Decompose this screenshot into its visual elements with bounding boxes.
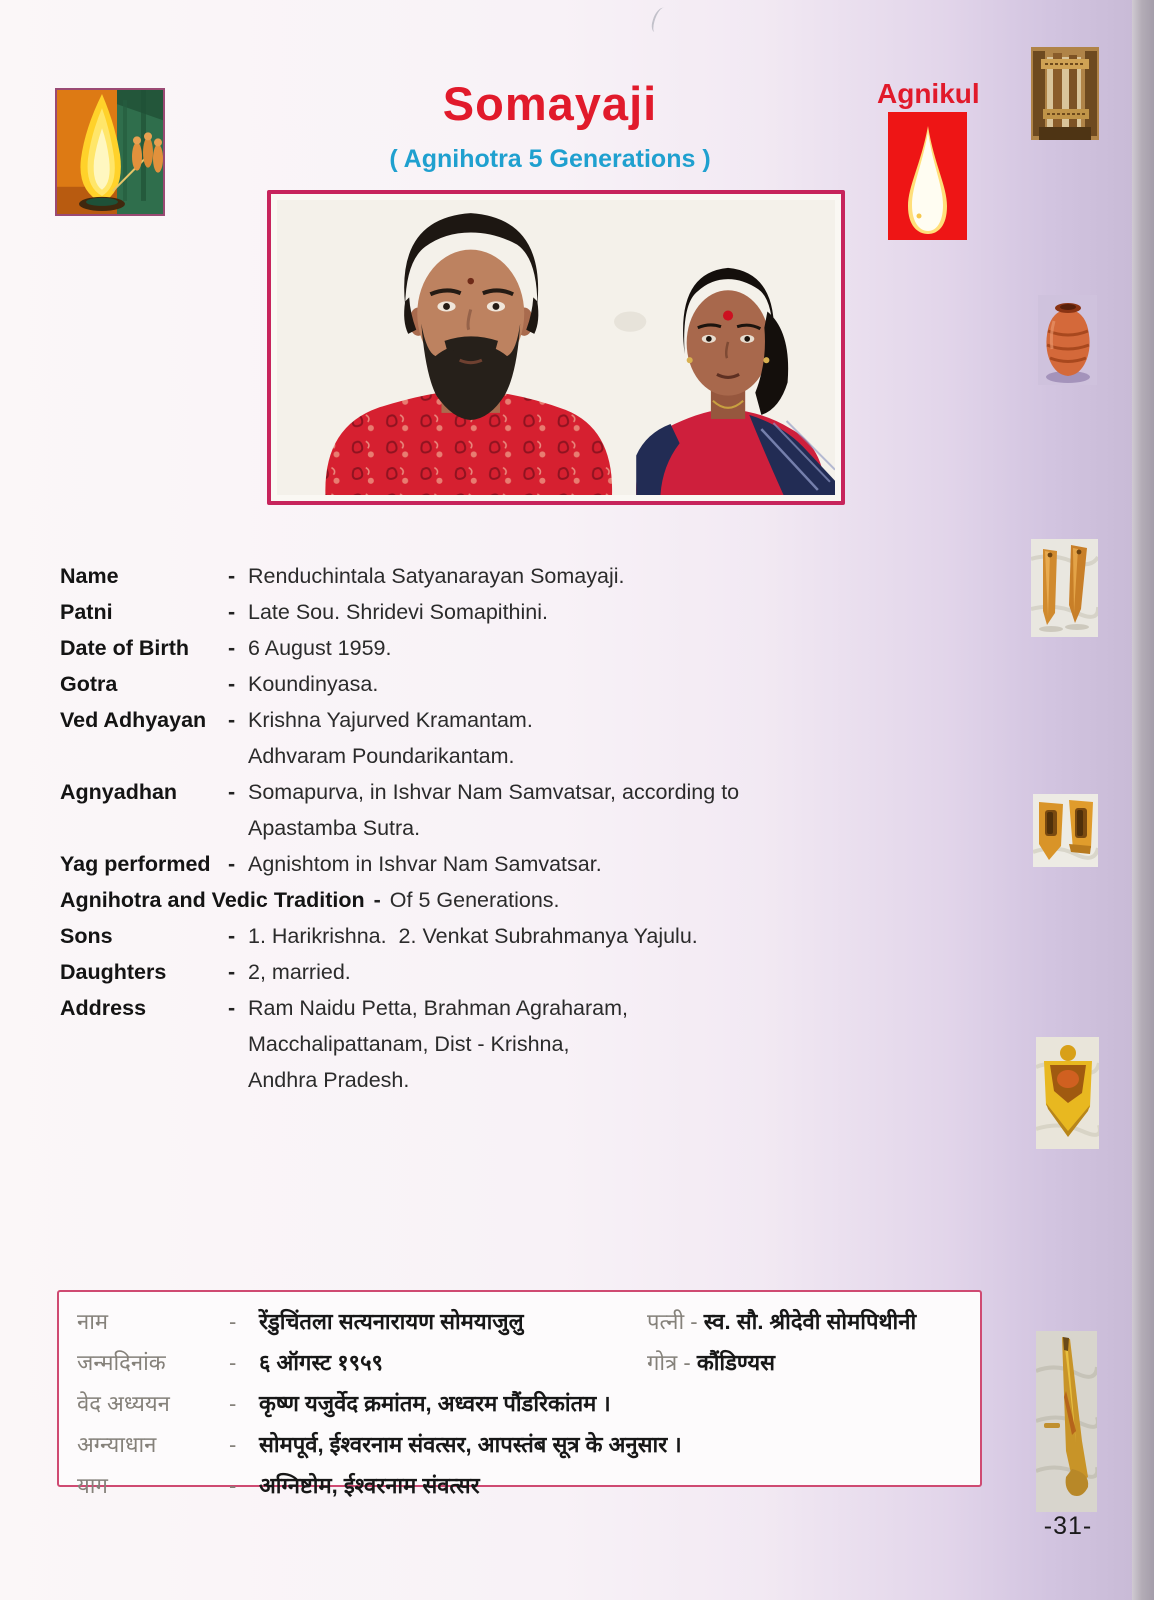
hindi-row-agnyadhan xyxy=(77,1424,980,1465)
detail-row-agnihotra-tradition xyxy=(60,882,870,918)
detail-value: Agnishtom in Ishvar Nam Samvatsar. xyxy=(248,852,602,876)
hindi-value: ६ ऑगस्ट १९५९ xyxy=(259,1350,383,1375)
detail-value: Apastamba Sutra. xyxy=(248,816,421,840)
hindi-value: सोमपूर्व, ईश्वरनाम संवत्सर, आपस्तंब सूत्र के अनुसार । xyxy=(259,1432,682,1457)
detail-label: Agnyadhan xyxy=(60,780,178,804)
detail-row-agnyadhan xyxy=(60,774,870,810)
detail-label: Patni xyxy=(60,600,113,624)
page-subtitle: ( Agnihotra 5 Generations ) xyxy=(389,145,711,173)
detail-dash: - xyxy=(228,960,236,984)
detail-dash: - xyxy=(228,924,236,948)
detail-value: Andhra Pradesh. xyxy=(248,1068,410,1092)
detail-value: Of 5 Generations. xyxy=(389,888,560,912)
detail-label: Address xyxy=(60,996,147,1020)
page-edge-shadow xyxy=(1132,0,1154,1600)
clay-pot-photo xyxy=(1038,295,1097,385)
detail-label: Name xyxy=(60,564,119,588)
header xyxy=(255,76,845,174)
fire-illustration xyxy=(57,90,163,214)
hindi-label: पत्नी xyxy=(647,1309,685,1334)
hindi-label: अग्न्याधान xyxy=(77,1432,157,1457)
detail-dash: - xyxy=(228,852,236,876)
brand-label: Agnikul xyxy=(877,78,980,109)
scan-artifact xyxy=(650,6,670,35)
detail-row-dob xyxy=(60,630,870,666)
detail-value: 6 August 1959. xyxy=(248,636,392,660)
hindi-value: अग्निष्टोम, ईश्वरनाम संवत्सर xyxy=(259,1473,480,1498)
detail-value: 2, married. xyxy=(248,960,351,984)
detail-label: Sons xyxy=(60,924,113,948)
detail-dash: - xyxy=(228,708,236,732)
hindi-value: कृष्ण यजुर्वेद क्रमांतम, अध्वरम पौंडरिकांतम । xyxy=(259,1391,611,1416)
detail-value: Adhvaram Poundarikantam. xyxy=(248,744,515,768)
hindi-dash: - xyxy=(229,1309,237,1334)
detail-row-sons xyxy=(60,918,870,954)
hindi-value: रेंडुचिंतला सत्यनारायण सोमयाजुलु xyxy=(259,1309,524,1334)
detail-row-continuation xyxy=(60,1026,870,1062)
hindi-right-column xyxy=(647,1301,977,1383)
hindi-row-yaag xyxy=(77,1465,980,1506)
hindi-label: याग xyxy=(77,1473,108,1498)
page-number: -31- xyxy=(1043,1512,1093,1540)
detail-label: Yag performed xyxy=(60,852,211,876)
hindi-dash: - xyxy=(229,1391,237,1416)
detail-row-ved-adhyayan xyxy=(60,702,870,738)
hindi-dash: - xyxy=(229,1350,237,1375)
detail-dash: - xyxy=(228,672,236,696)
detail-value: Ram Naidu Petta, Brahman Agraharam, xyxy=(248,996,629,1020)
wooden-vessel-photo xyxy=(1036,1037,1099,1149)
agnikul-flame-icon xyxy=(888,112,967,240)
detail-dash: - xyxy=(228,600,236,624)
wooden-stick-photo xyxy=(1036,1331,1097,1512)
detail-value: Late Sou. Shridevi Somapithini. xyxy=(248,600,548,624)
hindi-value: स्व. सौ. श्रीदेवी सोमपिथीनी xyxy=(703,1309,917,1334)
wooden-pestles-photo xyxy=(1031,539,1098,637)
detail-label: Gotra xyxy=(60,672,118,696)
detail-value: Renduchintala Satyanarayan Somayaji. xyxy=(248,564,625,588)
hindi-value: कौंडिण्यस xyxy=(696,1350,775,1375)
details-list xyxy=(60,558,870,1098)
hindi-label: गोत्र xyxy=(647,1350,678,1375)
wooden-frame-photo xyxy=(1031,47,1099,140)
detail-dash: - xyxy=(373,888,381,912)
detail-value: Koundinyasa. xyxy=(248,672,379,696)
detail-row-continuation xyxy=(60,738,870,774)
wooden-mortars-photo xyxy=(1033,794,1098,867)
detail-dash: - xyxy=(228,636,236,660)
detail-row-patni xyxy=(60,594,870,630)
hindi-row-ved-adhyayan xyxy=(77,1383,980,1424)
detail-row-continuation xyxy=(60,1062,870,1098)
yajna-fire-photo xyxy=(55,88,165,216)
detail-row-yag-performed xyxy=(60,846,870,882)
detail-row-gotra xyxy=(60,666,870,702)
detail-label: Date of Birth xyxy=(60,636,189,660)
hindi-row-patni: पत्नी - स्व. सौ. श्रीदेवी सोमपिथीनी xyxy=(647,1309,917,1334)
detail-dash: - xyxy=(228,996,236,1020)
hindi-label: वेद अध्ययन xyxy=(77,1391,170,1416)
hindi-dash: - xyxy=(229,1432,237,1457)
detail-value: Krishna Yajurved Kramantam. xyxy=(248,708,533,732)
hindi-row-gotra: गोत्र - कौंडिण्यस xyxy=(647,1350,775,1375)
detail-value: Macchalipattanam, Dist - Krishna, xyxy=(248,1032,570,1056)
detail-value: Somapurva, in Ishvar Nam Samvatsar, according to xyxy=(248,780,740,804)
somayaji-couple-photo xyxy=(267,190,845,505)
hindi-label: नाम xyxy=(77,1309,109,1334)
detail-value: 1. Harikrishna. 2. Venkat Subrahmanya Yajulu. xyxy=(248,924,698,948)
hindi-dash: - xyxy=(229,1473,237,1498)
detail-dash: - xyxy=(228,780,236,804)
detail-label: Ved Adhyayan xyxy=(60,708,207,732)
detail-dash: - xyxy=(228,564,236,588)
detail-row-name xyxy=(60,558,870,594)
detail-row-continuation xyxy=(60,810,870,846)
detail-label: Agnihotra and Vedic Tradition xyxy=(60,888,365,912)
page-title: Somayaji xyxy=(442,77,658,130)
detail-label: Daughters xyxy=(60,960,167,984)
detail-row-address xyxy=(60,990,870,1026)
hindi-summary-box xyxy=(57,1290,982,1498)
detail-row-daughters xyxy=(60,954,870,990)
hindi-label: जन्मदिनांक xyxy=(77,1350,166,1375)
